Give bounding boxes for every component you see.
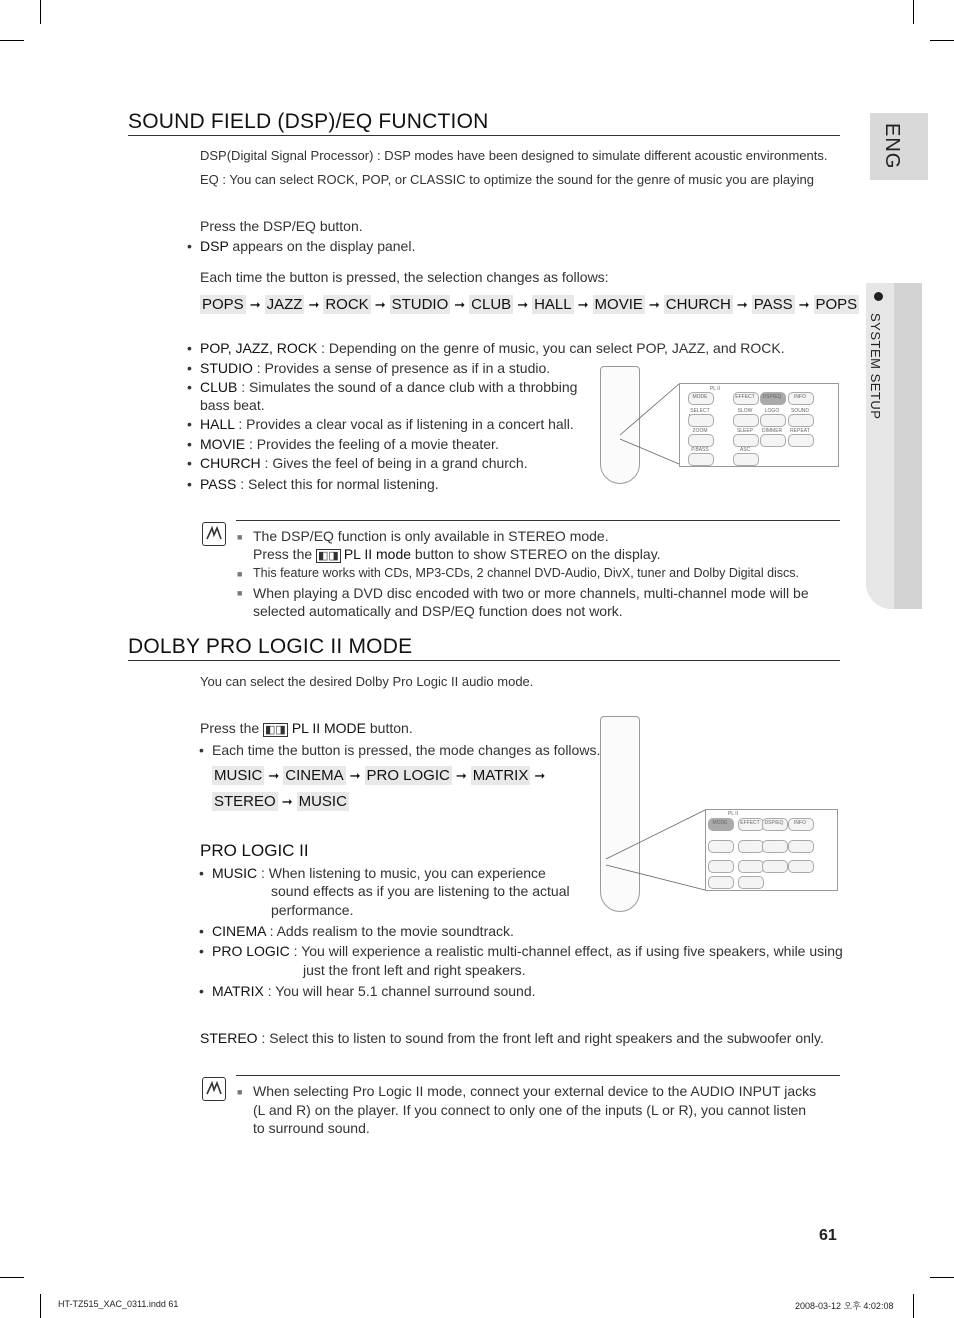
seq-item: STEREO	[214, 793, 276, 810]
pbass-button	[708, 876, 734, 889]
press-bold: PL II MODE	[291, 720, 366, 736]
sound-edit-label: SOUND	[790, 408, 810, 414]
arrow-icon: ➞	[455, 767, 467, 783]
bullet-club-cont: bass beat.	[200, 397, 265, 413]
seq-item: POPS	[202, 296, 244, 313]
sound-edit-button	[788, 840, 814, 853]
bullet-pop-jazz-rock: • POP, JAZZ, ROCK : Depending on the genre of music, you can select POP, JAZZ, and ROCK.	[187, 340, 785, 356]
dsp-eq-label: DSP/EQ	[764, 820, 784, 826]
bullet-pass: • PASS : Select this for normal listening.	[187, 476, 439, 492]
arrow-icon: ➞	[534, 767, 546, 783]
note-rule	[236, 520, 840, 521]
seq-item: CINEMA	[285, 767, 344, 784]
each-time-text: Each time the button is pressed, the mode changes as follows.	[212, 742, 601, 758]
bullet-term: MOVIE	[200, 436, 246, 452]
dimmer-label: DIMMER	[761, 428, 783, 434]
bullet-term: POP, JAZZ, ROCK	[200, 340, 318, 356]
logo-label: LOGO	[764, 408, 780, 414]
seq-item: STUDIO	[391, 296, 449, 313]
seq-item: PRO LOGIC	[366, 767, 450, 784]
bullet-desc: : Adds realism to the movie soundtrack.	[265, 923, 514, 939]
note-1b-post: button to show STEREO on the display.	[411, 546, 661, 562]
note-2: This feature works with CDs, MP3-CDs, 2 channel DVD-Audio, DivX, tuner and Dolby Digital discs.	[253, 566, 800, 580]
language-label: ENG	[881, 123, 903, 170]
asc-button	[738, 876, 764, 889]
slow-button	[733, 414, 759, 427]
bullet-hall: • HALL : Provides a clear vocal as if listening in a concert hall.	[187, 416, 574, 432]
repeat-label: REPEAT	[790, 428, 810, 434]
bullet-cinema: • CINEMA : Adds realism to the movie soundtrack.	[199, 923, 514, 939]
bullet-pro-logic: • PRO LOGIC : You will experience a realistic multi-channel effect, as if using five speakers, while using	[199, 943, 843, 959]
pl-label: PL II	[727, 811, 739, 817]
zoom-connector-lines	[604, 809, 706, 891]
asc-label: ASC	[739, 447, 751, 453]
arrow-icon: ➞	[577, 296, 589, 312]
zoom-label: ZOOM	[692, 428, 708, 434]
note-icon	[202, 522, 226, 546]
note-3a: When playing a DVD disc encoded with two or more channels, multi-channel mode will be	[253, 585, 809, 601]
sound-edit-button	[788, 414, 814, 427]
zoom-button	[708, 860, 734, 873]
bullet-movie: • MOVIE : Provides the feeling of a movie theater.	[187, 436, 499, 452]
seq-item: ROCK	[325, 296, 369, 313]
bullet-club: • CLUB : Simulates the sound of a dance club with a throbbing	[187, 379, 578, 395]
arrow-icon: ➞	[308, 296, 320, 312]
seq-item: MUSIC	[298, 793, 347, 810]
remote-zoom-panel	[679, 383, 839, 467]
dsp-desc: appears on the display panel.	[228, 238, 416, 254]
note-pro-logic-b: (L and R) on the player. If you connect to only one of the inputs (L or R), you cannot listen	[253, 1102, 807, 1118]
seq-item: JAZZ	[266, 296, 303, 313]
bullet-desc: : Provides a clear vocal as if listening in a concert hall.	[234, 416, 574, 432]
bullet-term: CINEMA	[212, 923, 266, 939]
note-1a: The DSP/EQ function is only available in STEREO mode.	[253, 528, 609, 544]
bullet-desc: : Select this for normal listening.	[236, 476, 439, 492]
dsp-each-time: Each time the button is pressed, the selection changes as follows:	[200, 269, 609, 285]
seq-item: MATRIX	[472, 767, 529, 784]
info-label: INFO	[794, 820, 806, 826]
note-square-icon: ■	[237, 569, 243, 579]
slow-button	[738, 840, 764, 853]
pbass-button	[688, 453, 714, 466]
sleep-label: SLEEP	[736, 428, 754, 434]
arrow-icon: ➞	[648, 296, 660, 312]
slow-label: SLOW	[737, 408, 753, 414]
bullet-desc: : You will hear 5.1 channel surround sound.	[263, 983, 536, 999]
bullet-desc: : You will experience a realistic multi-channel effect, as if using five speakers, while using	[289, 943, 843, 959]
bullet-desc: : Gives the feel of being in a grand church.	[260, 455, 528, 471]
arrow-icon: ➞	[736, 296, 748, 312]
arrow-icon: ➞	[249, 296, 261, 312]
sleep-button	[738, 860, 764, 873]
asc-button	[733, 453, 759, 466]
dolby-icon: ◧◨	[265, 724, 286, 736]
seq-item: CHURCH	[665, 296, 731, 313]
title-rule	[128, 660, 840, 661]
section-label: SYSTEM SETUP	[868, 313, 883, 420]
bullet-pro-logic-cont: just the front left and right speakers.	[303, 962, 526, 978]
seq-item: MOVIE	[594, 296, 643, 313]
note-square-icon: ■	[237, 588, 243, 598]
bullet-dot-icon	[874, 292, 883, 301]
arrow-icon: ➞	[454, 296, 466, 312]
dsp-eq-label: DSP/EQ	[762, 394, 782, 400]
arrow-icon: ➞	[798, 296, 810, 312]
bullet-term: CLUB	[200, 379, 238, 395]
select-memory-label: SELECT	[690, 408, 710, 414]
note-pro-logic-c: to surround sound.	[253, 1120, 370, 1136]
dolby-mode-sequence-row2	[212, 792, 349, 811]
note-square-icon: ■	[237, 532, 243, 542]
bullet-term: PRO LOGIC	[212, 943, 290, 959]
bullet-music-cont-1: sound effects as if you are listening to the actual	[271, 883, 570, 899]
bullet-music-cont-2: performance.	[271, 902, 354, 918]
pl-label: PL II	[709, 386, 721, 392]
section-title-dsp: SOUND FIELD (DSP)/EQ FUNCTION	[128, 110, 489, 133]
bullet-term: MATRIX	[212, 983, 264, 999]
note-3b: selected automatically and DSP/EQ function does not work.	[253, 603, 623, 619]
title-rule	[128, 135, 840, 136]
logo-button	[762, 840, 788, 853]
seq-item: CLUB	[471, 296, 512, 313]
note-pro-logic-a: When selecting Pro Logic II mode, connect your external device to the AUDIO INPUT jacks	[253, 1083, 817, 1099]
logo-button	[760, 414, 786, 427]
dsp-display-bullet: • DSP appears on the display panel.	[187, 238, 416, 254]
section-tab	[866, 283, 922, 609]
stereo-description	[200, 1030, 824, 1046]
dsp-mode-sequence	[200, 295, 859, 314]
page-number: 61	[819, 1227, 837, 1244]
note-1b	[253, 546, 661, 562]
bullet-term: STUDIO	[200, 360, 253, 376]
press-pre: Press the	[200, 720, 264, 736]
seq-item: HALL	[534, 296, 572, 313]
repeat-button	[788, 860, 814, 873]
arrow-icon: ➞	[281, 793, 293, 809]
info-label: INFO	[794, 394, 806, 400]
bullet-term: MUSIC	[212, 865, 258, 881]
bullet-desc: : Provides the feeling of a movie theater.	[245, 436, 499, 452]
zoom-button	[688, 434, 714, 447]
bullet-church: • CHURCH : Gives the feel of being in a grand church.	[187, 455, 528, 471]
seq-item: POPS	[815, 296, 858, 313]
bullet-term: PASS	[200, 476, 237, 492]
language-tab	[870, 113, 928, 180]
dolby-intro: You can select the desired Dolby Pro Logic II audio mode.	[200, 674, 534, 689]
bullet-music: • MUSIC : When listening to music, you can experience	[199, 865, 546, 881]
dolby-icon: ◧◨	[318, 550, 339, 562]
bullet-desc: : Provides a sense of presence as if in a studio.	[252, 360, 551, 376]
select-memory-button	[688, 414, 714, 427]
bullet-studio: • STUDIO : Provides a sense of presence as if in a studio.	[187, 360, 551, 376]
arrow-icon: ➞	[374, 296, 386, 312]
note-rule	[236, 1075, 840, 1076]
pro-logic-subtitle: PRO LOGIC II	[200, 841, 309, 860]
footer-timestamp: 2008-03-12 오후 4:02:08	[795, 1301, 894, 1311]
pbass-label: P.BASS	[691, 447, 709, 453]
seq-item: MUSIC	[214, 767, 263, 784]
select-memory-button	[708, 840, 734, 853]
dolby-mode-sequence-row1	[212, 766, 545, 785]
mode-label: MODE	[692, 394, 708, 400]
effect-label: EFFECT	[735, 394, 755, 400]
bullet-desc: : Simulates the sound of a dance club with a throbbing	[237, 379, 578, 395]
dolby-each-time: • Each time the button is pressed, the mode changes as follows.	[199, 742, 601, 758]
note-1b-bold: PL II mode	[343, 546, 412, 562]
arrow-icon: ➞	[268, 767, 280, 783]
dimmer-button	[762, 860, 788, 873]
mode-label: MODE	[712, 820, 728, 826]
seq-item: PASS	[753, 296, 793, 313]
repeat-button	[788, 434, 814, 447]
bullet-term: CHURCH	[200, 455, 261, 471]
bullet-desc: : When listening to music, you can experience	[257, 865, 546, 881]
dsp-press-instruction: Press the DSP/EQ button.	[200, 218, 363, 234]
bullet-matrix: • MATRIX : You will hear 5.1 channel surround sound.	[199, 983, 536, 999]
footer-file-name: HT-TZ515_XAC_0311.indd 61	[58, 1299, 179, 1309]
arrow-icon: ➞	[349, 767, 361, 783]
note-icon	[202, 1077, 226, 1101]
stereo-desc: : Select this to listen to sound from the front left and right speakers and the subwoofer only.	[257, 1030, 824, 1046]
dimmer-button	[760, 434, 786, 447]
note-square-icon: ■	[237, 1087, 243, 1097]
zoom-connector-lines	[618, 383, 680, 465]
remote-zoom-panel	[705, 809, 838, 891]
press-post: button.	[366, 720, 413, 736]
dsp-intro-2: EQ : You can select ROCK, POP, or CLASSIC to optimize the sound for the genre of music you are playing	[200, 172, 814, 187]
sleep-button	[733, 434, 759, 447]
dsp-intro-1: DSP(Digital Signal Processor) : DSP modes have been designed to simulate different acoustic environments.	[200, 148, 828, 163]
effect-label: EFFECT	[740, 820, 760, 826]
bullet-desc: : Depending on the genre of music, you can select POP, JAZZ, and ROCK.	[317, 340, 785, 356]
arrow-icon: ➞	[517, 296, 529, 312]
dolby-press-instruction	[200, 720, 413, 736]
section-title-dolby: DOLBY PRO LOGIC II MODE	[128, 635, 413, 658]
note-1b-pre: Press the	[253, 546, 317, 562]
dsp-term: DSP	[200, 238, 229, 254]
bullet-term: HALL	[200, 416, 235, 432]
stereo-term: STEREO	[200, 1030, 258, 1046]
